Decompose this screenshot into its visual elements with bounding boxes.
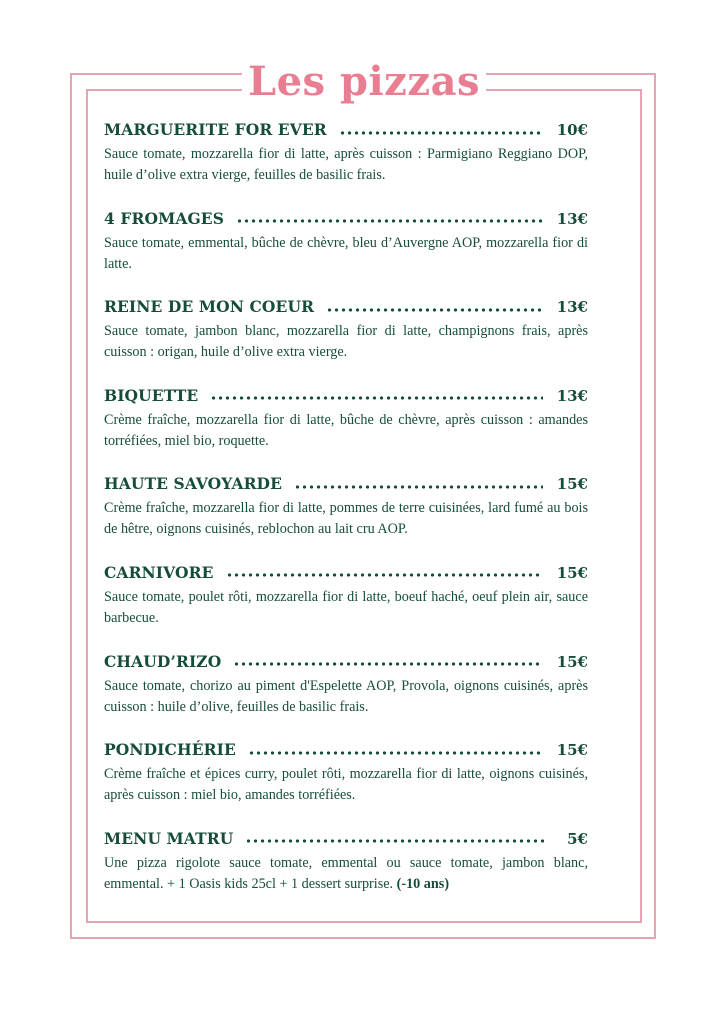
dot-leader	[248, 751, 543, 755]
menu-item-description-text: Une pizza rigolote sauce tomate, emmental ou sauce tomate, jambon blanc, emmental. + 1 Oasis kids 25cl + 1 dessert surprise.	[104, 854, 588, 892]
menu-item-name: CHAUD’RIZO	[104, 651, 222, 671]
menu-item-description: Sauce tomate, chorizo au piment d'Espelette AOP, Provola, oignons cuisinés, après cuisson : huile d’olive, feuilles de basilic frais.	[104, 677, 588, 715]
menu-item-header	[104, 829, 588, 851]
menu-item	[104, 297, 588, 386]
menu-item-name: MENU MATRU	[104, 828, 234, 848]
menu-item-header	[104, 209, 588, 231]
menu-item	[104, 386, 588, 475]
menu-item	[104, 652, 588, 741]
menu-item-header	[104, 386, 588, 408]
menu-item-description: Crème fraîche, mozzarella fior di latte, pommes de terre cuisinées, lard fumé au bois de hêtre, oignons cuisinés, reblochon au lait cru AOP.	[104, 500, 588, 538]
menu-item-description: Sauce tomate, poulet rôti, mozzarella fior di latte, boeuf haché, oeuf plein air, sauce barbecue.	[104, 588, 588, 626]
menu-item	[104, 740, 588, 829]
menu-item-price: 13€	[556, 386, 588, 405]
menu-item-header	[104, 474, 588, 496]
menu-item-price: 15€	[556, 741, 588, 760]
menu-item-name: 4 FROMAGES	[104, 208, 224, 228]
menu-item-header	[104, 563, 588, 585]
menu-item-name: HAUTE SAVOYARDE	[104, 474, 283, 494]
pizza-menu-list	[104, 120, 588, 917]
menu-item	[104, 209, 588, 298]
menu-item-description	[104, 853, 588, 895]
menu-item-description: Sauce tomate, jambon blanc, mozzarella fior di latte, champignons frais, après cuisson : origan, huile d’olive extra vierge.	[104, 323, 588, 361]
dot-leader	[226, 573, 543, 577]
menu-title: Les pizzas	[247, 58, 481, 105]
menu-item-name: BIQUETTE	[104, 385, 199, 405]
menu-item-header	[104, 297, 588, 319]
dot-leader	[294, 485, 543, 489]
menu-item	[104, 120, 588, 209]
dot-leader	[236, 219, 543, 223]
menu-item-name: REINE DE MON COEUR	[104, 297, 315, 317]
menu-item-header	[104, 652, 588, 674]
age-note: (-10 ans)	[396, 875, 450, 892]
dot-leader	[245, 839, 544, 843]
menu-item-description: Crème fraîche, mozzarella fior di latte, bûche de chèvre, après cuisson : amandes torréfiées, miel bio, roquette.	[104, 411, 588, 449]
menu-item	[104, 829, 588, 918]
dot-leader	[326, 308, 543, 312]
menu-item-price: 5€	[567, 829, 588, 848]
menu-item-price: 13€	[556, 298, 588, 317]
menu-item-price: 13€	[556, 209, 588, 228]
menu-item-name: MARGUERITE FOR EVER	[104, 120, 327, 139]
menu-item-header	[104, 120, 588, 142]
dot-leader	[210, 396, 542, 400]
menu-item	[104, 563, 588, 652]
menu-item-description: Sauce tomate, mozzarella fior di latte, après cuisson : Parmigiano Reggiano DOP, huile d’olive extra vierge, feuilles de basilic frais.	[104, 146, 588, 183]
menu-item-price: 15€	[556, 652, 588, 671]
menu-item-name: PONDICHÉRIE	[104, 740, 236, 760]
menu-item-description: Sauce tomate, emmental, bûche de chèvre, bleu d’Auvergne AOP, mozzarella fior di latte.	[104, 234, 588, 272]
menu-item-price: 10€	[556, 121, 588, 139]
menu-item-name: CARNIVORE	[104, 562, 214, 582]
menu-item	[104, 474, 588, 563]
dot-leader	[339, 131, 543, 135]
menu-item-price: 15€	[556, 563, 588, 582]
menu-item-header	[104, 740, 588, 762]
dot-leader	[233, 662, 542, 666]
menu-item-description: Crème fraîche et épices curry, poulet rôti, mozzarella fior di latte, oignons cuisinés, après cuisson : miel bio, amandes torréfiées.	[104, 766, 588, 804]
menu-item-price: 15€	[556, 475, 588, 494]
